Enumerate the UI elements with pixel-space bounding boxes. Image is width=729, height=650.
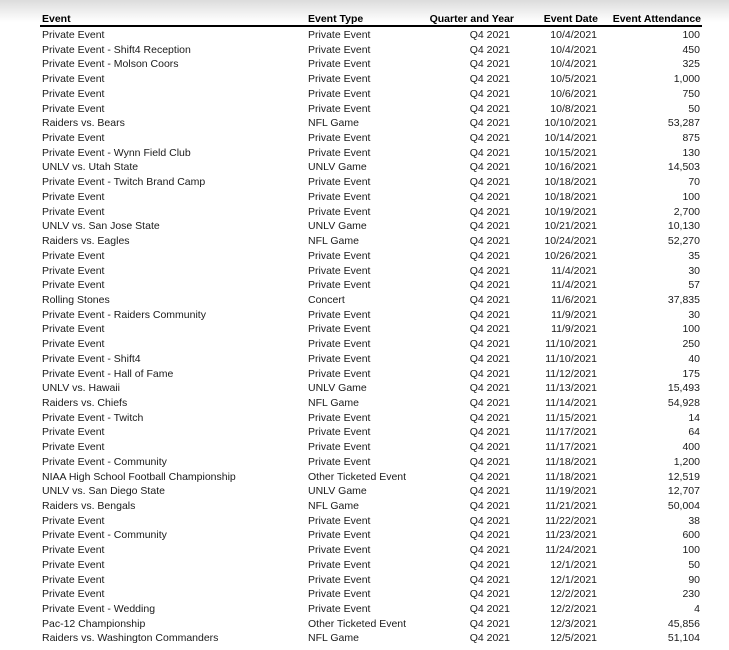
event-attendance-cell: 53,287	[667, 117, 700, 130]
event-date-cell: 11/4/2021	[551, 264, 597, 277]
event-attendance-cell: 45,856	[667, 617, 700, 630]
event-type-cell: Private Event	[308, 588, 371, 601]
event-attendance-cell: 600	[682, 529, 700, 542]
table-row	[0, 234, 729, 249]
event-name-cell: Private Event	[42, 338, 105, 351]
quarter-year-cell: Q4 2021	[469, 205, 510, 218]
event-attendance-cell: 230	[682, 588, 700, 601]
table-row	[0, 219, 729, 234]
event-date-cell: 11/10/2021	[545, 352, 597, 365]
event-date-cell: 11/4/2021	[551, 279, 597, 292]
event-name-cell: Private Event	[42, 29, 105, 41]
column-header-quarter-year: Quarter and Year	[429, 13, 514, 25]
event-attendance-cell: 64	[688, 426, 700, 439]
event-name-cell: Private Event	[42, 73, 105, 86]
event-name-cell: Private Event	[42, 558, 105, 571]
table-row	[0, 411, 729, 426]
table-row	[0, 631, 729, 646]
event-type-cell: Private Event	[308, 411, 371, 424]
event-attendance-cell: 50	[688, 558, 700, 571]
table-row	[0, 160, 729, 175]
event-name-cell: Private Event - Shift4	[42, 352, 141, 365]
event-type-cell: Private Event	[308, 352, 371, 365]
table-row	[0, 308, 729, 323]
event-attendance-cell: 2,700	[673, 205, 700, 218]
event-date-cell: 10/19/2021	[544, 205, 597, 218]
event-date-cell: 11/10/2021	[545, 338, 597, 351]
table-row	[0, 440, 729, 455]
quarter-year-cell: Q4 2021	[469, 338, 510, 351]
event-type-cell: Private Event	[308, 323, 371, 336]
event-type-cell: UNLV Game	[308, 220, 367, 233]
event-name-cell: Private Event	[42, 87, 105, 100]
event-attendance-cell: 175	[682, 367, 700, 380]
quarter-year-cell: Q4 2021	[469, 293, 510, 306]
quarter-year-cell: Q4 2021	[469, 58, 510, 71]
event-type-cell: Private Event	[308, 43, 371, 56]
event-date-cell: 10/4/2021	[550, 58, 597, 71]
event-attendance-cell: 100	[682, 190, 700, 203]
quarter-year-cell: Q4 2021	[469, 529, 510, 542]
quarter-year-cell: Q4 2021	[469, 514, 510, 527]
event-type-cell: Private Event	[308, 176, 371, 189]
table-row	[0, 573, 729, 588]
event-name-cell: Private Event	[42, 205, 105, 218]
event-date-cell: 11/15/2021	[545, 411, 597, 424]
table-row	[0, 381, 729, 396]
event-type-cell: Concert	[308, 293, 345, 306]
quarter-year-cell: Q4 2021	[469, 382, 510, 395]
quarter-year-cell: Q4 2021	[469, 617, 510, 630]
event-attendance-cell: 51,104	[667, 632, 700, 645]
event-name-cell: Private Event	[42, 441, 105, 454]
event-type-cell: NFL Game	[308, 396, 359, 409]
event-date-cell: 10/24/2021	[544, 235, 597, 248]
quarter-year-cell: Q4 2021	[469, 87, 510, 100]
event-type-cell: Private Event	[308, 73, 371, 86]
event-name-cell: UNLV vs. Hawaii	[42, 382, 120, 395]
event-type-cell: Private Event	[308, 455, 371, 468]
event-date-cell: 10/10/2021	[544, 117, 597, 130]
event-type-cell: Other Ticketed Event	[308, 470, 407, 483]
quarter-year-cell: Q4 2021	[469, 603, 510, 616]
event-attendance-cell: 35	[688, 249, 700, 262]
event-attendance-cell: 38	[688, 514, 700, 527]
event-type-cell: UNLV Game	[308, 485, 367, 498]
event-name-cell: Private Event	[42, 279, 105, 292]
quarter-year-cell: Q4 2021	[469, 43, 510, 56]
event-date-cell: 12/1/2021	[550, 573, 597, 586]
event-name-cell: Rolling Stones	[42, 293, 110, 306]
event-attendance-cell: 750	[682, 87, 700, 100]
table-row	[0, 543, 729, 558]
event-date-cell: 10/6/2021	[550, 87, 597, 100]
event-date-cell: 11/19/2021	[545, 485, 597, 498]
event-date-cell: 11/13/2021	[545, 382, 597, 395]
event-attendance-cell: 4	[694, 603, 700, 616]
table-row	[0, 175, 729, 190]
event-name-cell: Private Event - Community	[42, 529, 167, 542]
event-type-cell: NFL Game	[308, 117, 359, 130]
quarter-year-cell: Q4 2021	[469, 176, 510, 189]
quarter-year-cell: Q4 2021	[469, 323, 510, 336]
event-type-cell: Private Event	[308, 279, 371, 292]
table-row	[0, 205, 729, 220]
event-name-cell: Private Event - Hall of Fame	[42, 367, 174, 380]
event-attendance-cell: 100	[682, 29, 700, 41]
column-header-event-type: Event Type	[308, 13, 364, 25]
quarter-year-cell: Q4 2021	[469, 220, 510, 233]
event-type-cell: Private Event	[308, 558, 371, 571]
table-row	[0, 425, 729, 440]
quarter-year-cell: Q4 2021	[469, 73, 510, 86]
event-date-cell: 11/22/2021	[545, 514, 597, 527]
event-attendance-cell: 325	[682, 58, 700, 71]
quarter-year-cell: Q4 2021	[469, 235, 510, 248]
event-attendance-cell: 1,000	[673, 73, 700, 86]
event-name-cell: Private Event	[42, 514, 105, 527]
event-name-cell: Private Event	[42, 323, 105, 336]
event-type-cell: Private Event	[308, 338, 371, 351]
event-type-cell: NFL Game	[308, 235, 359, 248]
event-name-cell: UNLV vs. San Jose State	[42, 220, 160, 233]
event-name-cell: Raiders vs. Washington Commanders	[42, 632, 219, 645]
table-row	[0, 499, 729, 514]
event-attendance-cell: 100	[682, 323, 700, 336]
quarter-year-cell: Q4 2021	[469, 249, 510, 262]
event-name-cell: Private Event	[42, 264, 105, 277]
event-date-cell: 11/9/2021	[551, 323, 597, 336]
event-type-cell: Private Event	[308, 308, 371, 321]
event-date-cell: 11/18/2021	[545, 470, 597, 483]
event-name-cell: Private Event - Wedding	[42, 603, 156, 616]
event-name-cell: Pac-12 Championship	[42, 617, 146, 630]
event-attendance-cell: 30	[688, 308, 700, 321]
table-row	[0, 455, 729, 470]
event-name-cell: Private Event	[42, 544, 105, 557]
event-date-cell: 10/18/2021	[544, 190, 597, 203]
table-row	[0, 337, 729, 352]
quarter-year-cell: Q4 2021	[469, 279, 510, 292]
event-type-cell: Private Event	[308, 514, 371, 527]
event-name-cell: Private Event - Community	[42, 455, 167, 468]
event-date-cell: 10/4/2021	[550, 43, 597, 56]
quarter-year-cell: Q4 2021	[469, 544, 510, 557]
event-type-cell: Private Event	[308, 205, 371, 218]
event-name-cell: Private Event - Molson Coors	[42, 58, 179, 71]
event-name-cell: Private Event - Shift4 Reception	[42, 43, 191, 56]
quarter-year-cell: Q4 2021	[469, 396, 510, 409]
event-type-cell: Private Event	[308, 190, 371, 203]
event-name-cell: Private Event	[42, 132, 105, 145]
event-date-cell: 10/18/2021	[544, 176, 597, 189]
event-name-cell: Private Event	[42, 102, 105, 115]
event-type-cell: NFL Game	[308, 500, 359, 512]
quarter-year-cell: Q4 2021	[469, 470, 510, 483]
quarter-year-cell: Q4 2021	[469, 500, 510, 512]
event-date-cell: 10/5/2021	[550, 73, 597, 86]
table-row	[0, 72, 729, 87]
event-attendance-cell: 400	[682, 441, 700, 454]
quarter-year-cell: Q4 2021	[469, 264, 510, 277]
event-type-cell: Private Event	[308, 58, 371, 71]
table-row	[0, 190, 729, 205]
quarter-year-cell: Q4 2021	[469, 485, 510, 498]
event-date-cell: 11/17/2021	[545, 426, 597, 439]
event-attendance-cell: 52,270	[667, 235, 700, 248]
event-attendance-cell: 30	[688, 264, 700, 277]
event-attendance-cell: 10,130	[667, 220, 700, 233]
table-body	[0, 28, 729, 646]
table-row	[0, 484, 729, 499]
header-divider	[40, 25, 702, 27]
column-header-event: Event	[42, 13, 71, 25]
event-date-cell: 12/3/2021	[550, 617, 597, 630]
table-row	[0, 146, 729, 161]
event-attendance-cell: 14	[688, 411, 700, 424]
event-type-cell: Private Event	[308, 426, 371, 439]
column-header-event-date: Event Date	[543, 13, 598, 25]
event-type-cell: UNLV Game	[308, 382, 367, 395]
table-row	[0, 131, 729, 146]
quarter-year-cell: Q4 2021	[469, 455, 510, 468]
event-attendance-cell: 130	[682, 146, 700, 159]
event-name-cell: Private Event - Twitch Brand Camp	[42, 176, 206, 189]
event-type-cell: Private Event	[308, 544, 371, 557]
event-name-cell: Private Event	[42, 588, 105, 601]
event-date-cell: 10/15/2021	[544, 146, 597, 159]
quarter-year-cell: Q4 2021	[469, 367, 510, 380]
table-row	[0, 293, 729, 308]
table-row	[0, 43, 729, 58]
event-type-cell: Private Event	[308, 146, 371, 159]
event-date-cell: 12/1/2021	[550, 558, 597, 571]
event-date-cell: 10/26/2021	[544, 249, 597, 262]
event-type-cell: NFL Game	[308, 632, 359, 645]
event-type-cell: Private Event	[308, 367, 371, 380]
event-date-cell: 11/21/2021	[545, 500, 597, 512]
event-name-cell: Raiders vs. Bengals	[42, 500, 136, 512]
quarter-year-cell: Q4 2021	[469, 558, 510, 571]
event-date-cell: 10/8/2021	[550, 102, 597, 115]
table-row	[0, 28, 729, 43]
event-attendance-cell: 875	[682, 132, 700, 145]
event-attendance-cell: 15,493	[667, 382, 700, 395]
event-attendance-cell: 100	[682, 544, 700, 557]
event-attendance-cell: 1,200	[673, 455, 700, 468]
event-date-cell: 11/14/2021	[545, 396, 597, 409]
quarter-year-cell: Q4 2021	[469, 102, 510, 115]
table-row	[0, 116, 729, 131]
quarter-year-cell: Q4 2021	[469, 117, 510, 130]
event-name-cell: Private Event - Twitch	[42, 411, 144, 424]
event-name-cell: Private Event - Raiders Community	[42, 308, 206, 321]
quarter-year-cell: Q4 2021	[469, 573, 510, 586]
event-attendance-cell: 90	[688, 573, 700, 586]
table-row	[0, 249, 729, 264]
event-attendance-cell: 14,503	[667, 161, 700, 174]
table-row	[0, 367, 729, 382]
event-date-cell: 11/9/2021	[551, 308, 597, 321]
event-date-cell: 10/4/2021	[550, 29, 597, 41]
quarter-year-cell: Q4 2021	[469, 146, 510, 159]
event-name-cell: Raiders vs. Eagles	[42, 235, 130, 248]
table-row	[0, 617, 729, 632]
table-row	[0, 278, 729, 293]
quarter-year-cell: Q4 2021	[469, 588, 510, 601]
event-date-cell: 11/18/2021	[545, 455, 597, 468]
table-row	[0, 352, 729, 367]
event-attendance-cell: 450	[682, 43, 700, 56]
event-name-cell: Raiders vs. Chiefs	[42, 396, 128, 409]
event-attendance-cell: 50,004	[667, 500, 700, 512]
table-row	[0, 514, 729, 529]
event-type-cell: Private Event	[308, 441, 371, 454]
event-type-cell: Other Ticketed Event	[308, 617, 407, 630]
event-attendance-cell: 40	[688, 352, 700, 365]
event-attendance-cell: 70	[688, 176, 700, 189]
table-row	[0, 102, 729, 117]
quarter-year-cell: Q4 2021	[469, 426, 510, 439]
event-date-cell: 10/16/2021	[544, 161, 597, 174]
event-attendance-cell: 57	[688, 279, 700, 292]
table-row	[0, 528, 729, 543]
quarter-year-cell: Q4 2021	[469, 29, 510, 41]
quarter-year-cell: Q4 2021	[469, 411, 510, 424]
event-date-cell: 11/24/2021	[545, 544, 597, 557]
event-type-cell: Private Event	[308, 87, 371, 100]
event-attendance-cell: 12,707	[667, 485, 700, 498]
table-row	[0, 470, 729, 485]
quarter-year-cell: Q4 2021	[469, 132, 510, 145]
event-name-cell: Private Event	[42, 190, 105, 203]
event-type-cell: Private Event	[308, 102, 371, 115]
event-type-cell: Private Event	[308, 573, 371, 586]
table-row	[0, 57, 729, 72]
quarter-year-cell: Q4 2021	[469, 161, 510, 174]
quarter-year-cell: Q4 2021	[469, 190, 510, 203]
table-row	[0, 558, 729, 573]
column-header-event-attendance: Event Attendance	[612, 13, 701, 25]
event-attendance-cell: 50	[688, 102, 700, 115]
quarter-year-cell: Q4 2021	[469, 308, 510, 321]
event-attendance-cell: 250	[682, 338, 700, 351]
event-name-cell: Private Event	[42, 249, 105, 262]
event-attendance-cell: 54,928	[667, 396, 700, 409]
event-type-cell: UNLV Game	[308, 161, 367, 174]
event-type-cell: Private Event	[308, 249, 371, 262]
event-name-cell: Private Event	[42, 573, 105, 586]
event-date-cell: 10/21/2021	[544, 220, 597, 233]
quarter-year-cell: Q4 2021	[469, 632, 510, 645]
event-name-cell: Private Event	[42, 426, 105, 439]
event-attendance-cell: 12,519	[667, 470, 700, 483]
table-row	[0, 587, 729, 602]
event-date-cell: 11/12/2021	[545, 367, 597, 380]
event-type-cell: Private Event	[308, 603, 371, 616]
event-name-cell: UNLV vs. San Diego State	[42, 485, 165, 498]
table-row	[0, 322, 729, 337]
table-row	[0, 396, 729, 411]
table-row	[0, 87, 729, 102]
event-type-cell: Private Event	[308, 132, 371, 145]
event-name-cell: Raiders vs. Bears	[42, 117, 125, 130]
event-type-cell: Private Event	[308, 529, 371, 542]
event-date-cell: 10/14/2021	[544, 132, 597, 145]
event-date-cell: 11/6/2021	[551, 293, 597, 306]
event-type-cell: Private Event	[308, 264, 371, 277]
event-date-cell: 12/2/2021	[550, 588, 597, 601]
event-name-cell: NIAA High School Football Championship	[42, 470, 236, 483]
event-date-cell: 12/5/2021	[550, 632, 597, 645]
event-type-cell: Private Event	[308, 29, 371, 41]
event-date-cell: 11/17/2021	[545, 441, 597, 454]
quarter-year-cell: Q4 2021	[469, 352, 510, 365]
quarter-year-cell: Q4 2021	[469, 441, 510, 454]
event-name-cell: UNLV vs. Utah State	[42, 161, 139, 174]
table-row	[0, 264, 729, 279]
event-name-cell: Private Event - Wynn Field Club	[42, 146, 191, 159]
event-attendance-cell: 37,835	[667, 293, 700, 306]
event-date-cell: 12/2/2021	[550, 603, 597, 616]
event-date-cell: 11/23/2021	[545, 529, 597, 542]
table-row	[0, 602, 729, 617]
